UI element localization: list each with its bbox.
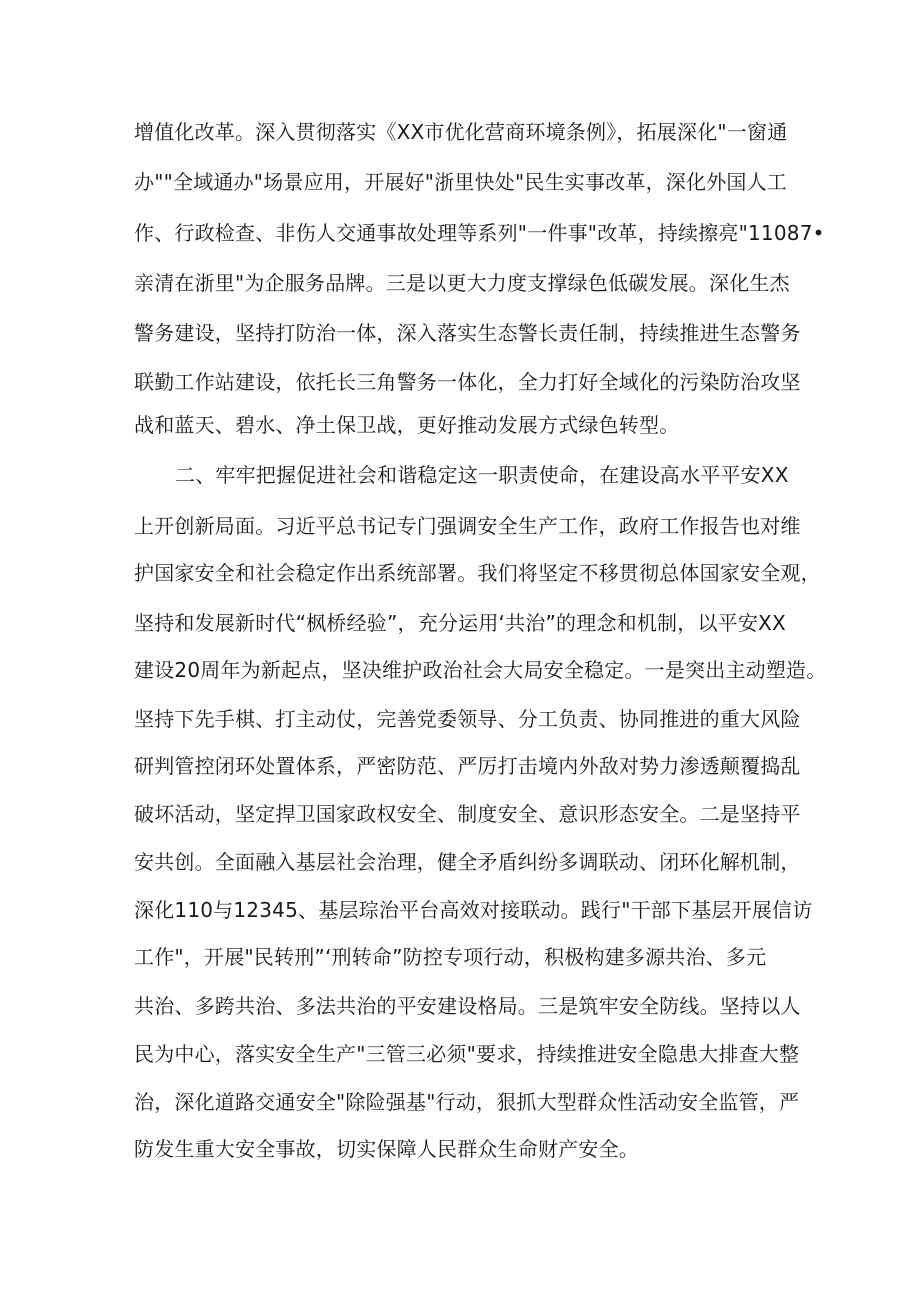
- paragraph-line: 工作"，开展"民转刑”‘刑转命”防控专项行动，积极构建多源共治、多元: [134, 945, 767, 969]
- paragraph-line: 亲清在浙里"为企服务品牌。三是以更大力度支撑绿色低碳发展。深化生杰: [134, 271, 790, 295]
- paragraph-line: 护国家安全和社会稳定作出系统部署。我们将坚定不移贯彻总体国家安全观，: [134, 561, 821, 585]
- paragraph-line: 战和蓝天、碧水、净土保卫战，更好推动发展方式绿色转型。: [134, 413, 680, 437]
- paragraph-line: 共治、多跨共治、多法共治的平安建设格局。三是筑牢安全防线。坚持以人: [134, 994, 801, 1018]
- paragraph-line: 安共创。全面融入基层社会治理，健全矛盾纠纷多调联动、闭环化解机制，: [134, 850, 801, 874]
- paragraph-line: 上开创新局面。习近平总书记专门强调安全生产工作，政府工作报告也对维: [134, 514, 801, 538]
- paragraph-line: 研判管控闭环处置体系，严密防范、严厉打击境内外敌对势力渗透颠覆捣乱: [134, 754, 801, 778]
- paragraph-line: 破坏活动，坚定捍卫国家政权安全、制度安全、意识形态安全。二是坚持平: [134, 802, 801, 826]
- paragraph-line: 作、行政检查、非伤人交通事故处理等系列"一件事"改革，持续擦亮"11087•: [134, 221, 825, 245]
- paragraph-line: 建设20周年为新起点，坚决维护政治社会大局安全稳定。一是突出主动塑造。: [134, 658, 827, 682]
- paragraph-line: 增值化改革。深入贯彻落实《XX市优化营商环境条例》，拓展深化"一窗通: [134, 120, 788, 144]
- paragraph-line: 深化110与12345、基层琮治平台高效对接联动。践行"干部下基层开展信访: [134, 898, 813, 922]
- paragraph-line: 二、牢牢把握促进社会和谐稳定这一职责使命，在建设高水平平安XX: [175, 463, 789, 487]
- paragraph-line: 治，深化道路交通安全"除险强基"行动，狠抓大型群众性活动安全监管，严: [134, 1090, 800, 1114]
- paragraph-line: 防发生重大安全事故，切实保障人民群众生命财产安全。: [134, 1137, 639, 1161]
- paragraph-line: 联勤工作站建设，依托长三角警务一体化，全力打好全域化的污染防治攻坚: [134, 370, 801, 394]
- paragraph-line: 坚持下先手棋、打主动仗，完善党委领导、分工负责、协同推进的重大风险: [134, 707, 801, 731]
- paragraph-line: 坚持和发展新时代“枫桥经验”，充分运用‘共治”的理念和机制，以平安XX: [134, 611, 786, 635]
- paragraph-line: 民为中心，落实安全生产"三管三必须"要求，持续推进安全隐患大排查大整: [134, 1042, 800, 1066]
- paragraph-line: 警务建设，坚持打防治一体，深入落实生态警长责任制，持续推进生态警务: [134, 321, 801, 345]
- paragraph-line: 办""全域通办"场景应用，开展好"浙里快处"民生实事改革，深化外国人工: [134, 170, 787, 194]
